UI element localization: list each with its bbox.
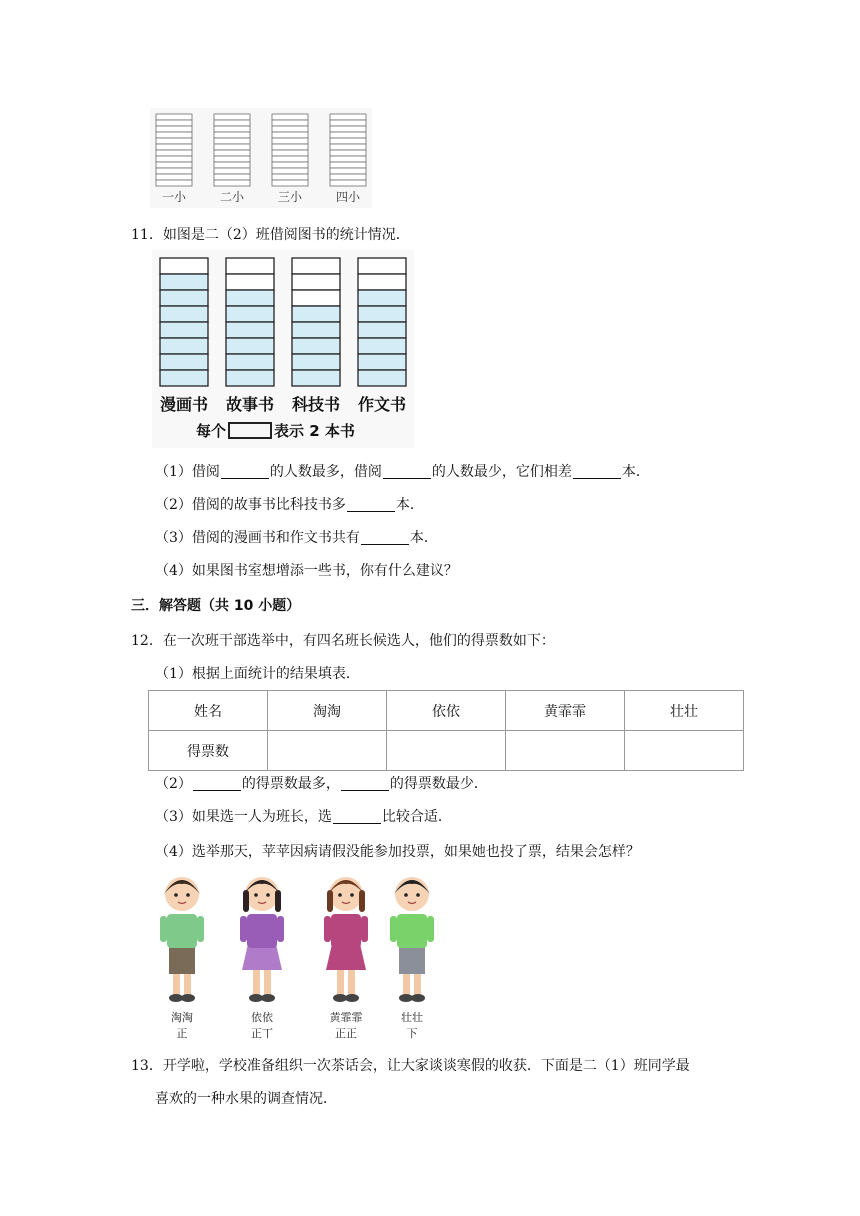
empty-box bbox=[214, 162, 250, 168]
empty-box bbox=[272, 162, 308, 168]
answer-blank[interactable] bbox=[341, 776, 389, 791]
hair bbox=[243, 890, 249, 912]
empty-box bbox=[156, 162, 192, 168]
empty-book-box bbox=[226, 274, 274, 290]
empty-box bbox=[156, 168, 192, 174]
legend-suffix: 表示 2 本书 bbox=[274, 422, 355, 440]
filled-book-box bbox=[160, 354, 208, 370]
arm bbox=[277, 916, 284, 942]
q12-sub2-text-c: 的得票数最少． bbox=[389, 776, 488, 792]
hair bbox=[359, 890, 365, 912]
empty-box bbox=[214, 156, 250, 162]
hair bbox=[275, 890, 281, 912]
arm bbox=[324, 916, 331, 942]
q12-sub4: （4）选举那天，苹苹因病请假没能参加投票，如果她也投了票，结果会怎样？ bbox=[155, 844, 640, 860]
shoe bbox=[399, 994, 413, 1002]
filled-book-box bbox=[160, 322, 208, 338]
empty-box bbox=[330, 138, 366, 144]
shoe bbox=[261, 994, 275, 1002]
arm bbox=[390, 916, 397, 942]
vote-count-input-cell[interactable] bbox=[268, 731, 387, 771]
q11-sub3-text-b: 本． bbox=[409, 530, 438, 546]
shirt bbox=[397, 914, 427, 948]
q11-sub1-text-a: （1）借阅 bbox=[155, 464, 220, 480]
eye bbox=[254, 893, 258, 897]
filled-book-box bbox=[226, 306, 274, 322]
filled-book-box bbox=[160, 306, 208, 322]
empty-book-box bbox=[292, 290, 340, 306]
shoe bbox=[249, 994, 263, 1002]
empty-box bbox=[214, 180, 250, 186]
book-label-comic: 漫画书 bbox=[159, 395, 208, 414]
q12-sub1: （1）根据上面统计的结果填表． bbox=[155, 666, 360, 682]
filled-book-box bbox=[226, 322, 274, 338]
book-borrowing-chart bbox=[152, 250, 414, 448]
q12-sub2-text-a: （2） bbox=[155, 776, 192, 792]
eye bbox=[338, 893, 342, 897]
filled-book-box bbox=[226, 370, 274, 386]
candidate-name-huangfeifei bbox=[320, 1010, 372, 1042]
filled-book-box bbox=[160, 274, 208, 290]
filled-book-box bbox=[292, 322, 340, 338]
school-box-columns bbox=[150, 108, 372, 188]
child-figure bbox=[324, 877, 368, 1002]
empty-box bbox=[214, 138, 250, 144]
school-chart-figure bbox=[150, 108, 372, 208]
shirt bbox=[247, 914, 277, 948]
empty-box bbox=[272, 144, 308, 150]
q11-sub3-text-a: （3）借阅的漫画书和作文书共有 bbox=[155, 530, 360, 546]
candidate-name-yiyi bbox=[236, 1010, 288, 1042]
empty-box bbox=[272, 126, 308, 132]
empty-box bbox=[330, 144, 366, 150]
q11-sub1-text-d: 本． bbox=[621, 464, 650, 480]
filled-book-box bbox=[160, 338, 208, 354]
empty-box bbox=[330, 132, 366, 138]
empty-box bbox=[330, 114, 366, 120]
answer-blank[interactable] bbox=[347, 497, 395, 512]
child-figure bbox=[160, 877, 204, 1002]
filled-book-box bbox=[160, 290, 208, 306]
filled-book-box bbox=[226, 354, 274, 370]
empty-box bbox=[214, 132, 250, 138]
empty-box bbox=[156, 180, 192, 186]
empty-box bbox=[214, 174, 250, 180]
eye bbox=[266, 893, 270, 897]
empty-box bbox=[272, 174, 308, 180]
answer-blank[interactable] bbox=[573, 464, 621, 479]
q11-sub1-text-c: 的人数最少，它们相差 bbox=[431, 464, 572, 480]
empty-box bbox=[214, 120, 250, 126]
vote-table-cell: 依依 bbox=[387, 691, 506, 731]
filled-book-box bbox=[226, 290, 274, 306]
empty-box bbox=[330, 168, 366, 174]
candidates-figures bbox=[150, 870, 450, 1008]
empty-book-box bbox=[292, 274, 340, 290]
arm bbox=[160, 916, 167, 942]
empty-box bbox=[272, 150, 308, 156]
vote-table-cell: 淘淘 bbox=[268, 691, 387, 731]
empty-box bbox=[272, 156, 308, 162]
candidate-tally: 正 bbox=[176, 1027, 188, 1040]
candidate-name-zhuangzhuang bbox=[386, 1010, 438, 1042]
filled-book-box bbox=[160, 370, 208, 386]
shirt bbox=[331, 914, 361, 948]
q11-sub3 bbox=[155, 528, 438, 548]
eye bbox=[416, 893, 420, 897]
filled-book-box bbox=[292, 370, 340, 386]
shoe bbox=[411, 994, 425, 1002]
q11-sub2-text-a: （2）借阅的故事书比科技书多 bbox=[155, 497, 346, 513]
answer-blank[interactable] bbox=[333, 809, 381, 824]
empty-box bbox=[330, 120, 366, 126]
vote-count-input-cell[interactable] bbox=[506, 731, 625, 771]
q13-line1: 13．开学啦，学校准备组织一次茶话会，让大家谈谈寒假的收获．下面是二（1）班同学最 bbox=[131, 1058, 690, 1074]
empty-book-box bbox=[226, 258, 274, 274]
filled-book-box bbox=[358, 338, 406, 354]
section3-title: 三．解答题（共 10 小题） bbox=[131, 598, 301, 614]
eye bbox=[186, 893, 190, 897]
filled-book-box bbox=[226, 338, 274, 354]
shoe bbox=[333, 994, 347, 1002]
candidate-name: 黄霏霏 bbox=[329, 1011, 363, 1024]
empty-box bbox=[330, 162, 366, 168]
book-label-composition: 作文书 bbox=[357, 395, 406, 414]
q11-sub1-text-b: 的人数最多，借阅 bbox=[269, 464, 382, 480]
child-figure bbox=[240, 877, 284, 1002]
shirt bbox=[167, 914, 197, 948]
q12-sub3-text-a: （3）如果选一人为班长，选 bbox=[155, 809, 332, 825]
empty-book-box bbox=[358, 258, 406, 274]
vote-table-cell: 壮壮 bbox=[625, 691, 744, 731]
vote-table-cell: 姓名 bbox=[149, 691, 268, 731]
eye bbox=[350, 893, 354, 897]
filled-book-box bbox=[358, 322, 406, 338]
empty-box bbox=[156, 138, 192, 144]
empty-box bbox=[330, 180, 366, 186]
vote-table-cell: 得票数 bbox=[149, 731, 268, 771]
filled-book-box bbox=[358, 370, 406, 386]
empty-box bbox=[272, 114, 308, 120]
vote-table-count-row bbox=[149, 731, 744, 771]
empty-box bbox=[272, 132, 308, 138]
empty-box bbox=[330, 126, 366, 132]
empty-box bbox=[272, 138, 308, 144]
q11-sub2-text-b: 本． bbox=[395, 497, 424, 513]
empty-box bbox=[156, 120, 192, 126]
answer-blank[interactable] bbox=[193, 776, 241, 791]
q12-heading: 12．在一次班干部选举中，有四名班长候选人，他们的得票数如下： bbox=[131, 633, 555, 649]
empty-box bbox=[156, 132, 192, 138]
empty-box bbox=[330, 156, 366, 162]
filled-book-box bbox=[292, 306, 340, 322]
empty-box bbox=[214, 114, 250, 120]
filled-book-box bbox=[358, 290, 406, 306]
school-label-3: 三小 bbox=[277, 190, 302, 204]
candidates-illustration bbox=[150, 870, 450, 1048]
empty-box bbox=[156, 114, 192, 120]
legend-box-icon bbox=[228, 422, 272, 439]
arm bbox=[197, 916, 204, 942]
q11-sub4: （4）如果图书室想增添一些书，你有什么建议？ bbox=[155, 563, 458, 579]
candidate-name: 壮壮 bbox=[401, 1011, 423, 1024]
q12-sub2-text-b: 的得票数最多， bbox=[241, 776, 340, 792]
empty-box bbox=[156, 144, 192, 150]
candidate-tally: 正正 bbox=[335, 1027, 357, 1040]
empty-book-box bbox=[358, 274, 406, 290]
empty-book-box bbox=[160, 258, 208, 274]
q12-sub3 bbox=[155, 807, 452, 827]
arm bbox=[427, 916, 434, 942]
filled-book-box bbox=[292, 338, 340, 354]
book-box-columns bbox=[152, 250, 414, 390]
candidate-name-taotao bbox=[156, 1010, 208, 1042]
pants bbox=[399, 944, 425, 974]
vote-count-input-cell[interactable] bbox=[387, 731, 506, 771]
vote-table-header-row bbox=[149, 691, 744, 731]
empty-book-box bbox=[292, 258, 340, 274]
pants bbox=[169, 944, 195, 974]
shoe bbox=[169, 994, 183, 1002]
book-label-science: 科技书 bbox=[291, 395, 340, 414]
filled-book-box bbox=[358, 354, 406, 370]
q12-sub3-text-b: 比较合适． bbox=[381, 809, 452, 825]
book-label-story: 故事书 bbox=[225, 395, 274, 414]
eye bbox=[404, 893, 408, 897]
answer-blank[interactable] bbox=[383, 464, 431, 479]
shoe bbox=[181, 994, 195, 1002]
school-label-1: 一小 bbox=[161, 190, 186, 204]
empty-box bbox=[156, 174, 192, 180]
empty-box bbox=[156, 126, 192, 132]
q13-line2: 喜欢的一种水果的调查情况． bbox=[155, 1091, 337, 1107]
candidate-tally: 下 bbox=[406, 1027, 418, 1040]
filled-book-box bbox=[292, 354, 340, 370]
legend-prefix: 每个 bbox=[196, 422, 227, 440]
filled-book-box bbox=[358, 306, 406, 322]
empty-box bbox=[214, 150, 250, 156]
empty-box bbox=[272, 120, 308, 126]
vote-table bbox=[148, 690, 744, 771]
q11-sub1 bbox=[155, 462, 650, 482]
empty-box bbox=[330, 150, 366, 156]
candidate-name: 淘淘 bbox=[171, 1011, 193, 1024]
empty-box bbox=[214, 126, 250, 132]
eye bbox=[174, 893, 178, 897]
empty-box bbox=[156, 150, 192, 156]
chart-legend bbox=[196, 420, 355, 441]
vote-count-input-cell[interactable] bbox=[625, 731, 744, 771]
empty-box bbox=[330, 174, 366, 180]
answer-blank[interactable] bbox=[221, 464, 269, 479]
arm bbox=[361, 916, 368, 942]
q11-sub2 bbox=[155, 495, 424, 515]
child-figure bbox=[390, 877, 434, 1002]
q12-sub2 bbox=[155, 774, 488, 794]
school-label-4: 四小 bbox=[335, 190, 360, 204]
empty-box bbox=[272, 168, 308, 174]
empty-box bbox=[156, 156, 192, 162]
empty-box bbox=[214, 168, 250, 174]
empty-box bbox=[272, 180, 308, 186]
candidate-tally: 正丅 bbox=[251, 1027, 273, 1040]
q11-heading: 11．如图是二（2）班借阅图书的统计情况． bbox=[131, 227, 410, 243]
vote-table-cell: 黄霏霏 bbox=[506, 691, 625, 731]
candidate-name: 依依 bbox=[251, 1011, 273, 1024]
school-label-2: 二小 bbox=[219, 190, 244, 204]
shoe bbox=[345, 994, 359, 1002]
answer-blank[interactable] bbox=[361, 530, 409, 545]
hair bbox=[327, 890, 333, 912]
empty-box bbox=[214, 144, 250, 150]
arm bbox=[240, 916, 247, 942]
